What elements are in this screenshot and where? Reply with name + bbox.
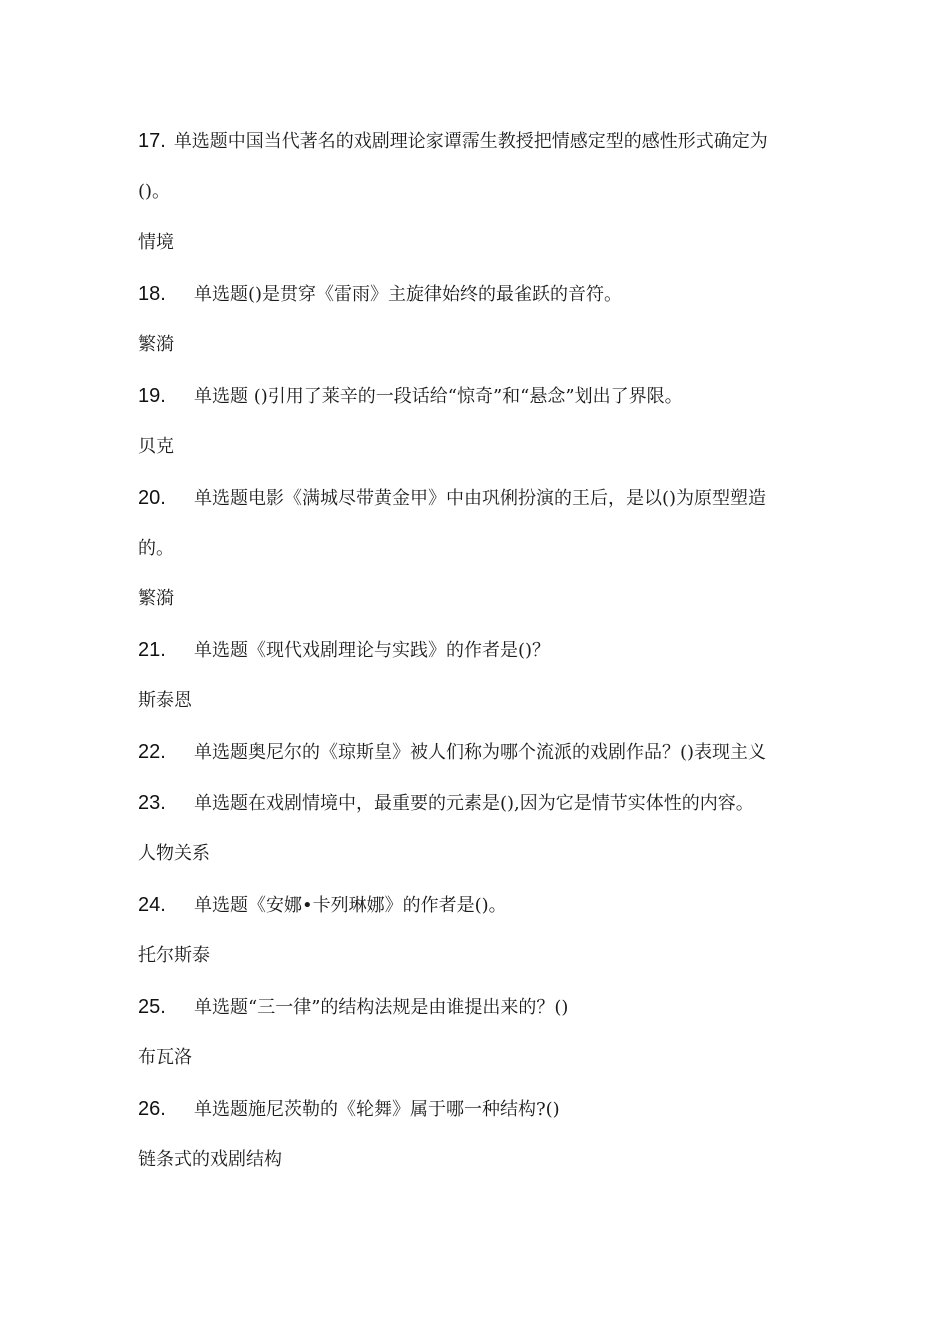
question-text-continuation: ()。: [138, 181, 171, 202]
question-19: [138, 380, 818, 412]
answer-text: 繁漪: [138, 588, 174, 609]
question-number: 26.: [138, 1098, 166, 1120]
answer-20: [138, 583, 818, 615]
question-text-continuation: 的。: [138, 538, 174, 559]
question-21: [138, 634, 818, 666]
question-number: 22.: [138, 741, 166, 763]
answer-text: 斯泰恩: [138, 690, 192, 711]
answer-26: [138, 1144, 818, 1176]
question-17-continuation: [138, 176, 818, 208]
answer-text: 情境: [138, 232, 174, 253]
question-number: 20.: [138, 487, 166, 509]
question-17: [138, 125, 818, 157]
answer-text: 托尔斯泰: [138, 945, 210, 966]
answer-text: 繁漪: [138, 334, 174, 355]
question-text: 单选题 ()引用了莱辛的一段话给“惊奇”和“悬念”划出了界限。: [194, 386, 683, 407]
question-text: 单选题《安娜•卡列琳娜》的作者是()。: [194, 895, 507, 916]
question-text: 单选题电影《满城尽带黄金甲》中由巩俐扮演的王后，是以()为原型塑造: [194, 488, 767, 509]
question-text: 单选题施尼茨勒的《轮舞》属于哪一种结构?(): [194, 1099, 560, 1120]
question-23: [138, 787, 818, 819]
answer-text: 布瓦洛: [138, 1047, 192, 1068]
answer-text: 链条式的戏剧结构: [138, 1149, 282, 1170]
question-number: 19.: [138, 385, 166, 407]
question-20-continuation: [138, 533, 818, 565]
question-18: [138, 278, 818, 310]
question-number: 25.: [138, 996, 166, 1018]
question-text: 单选题《现代戏剧理论与实践》的作者是()？: [194, 640, 551, 661]
answer-21: [138, 685, 818, 717]
answer-25: [138, 1042, 818, 1074]
answer-23: [138, 838, 818, 870]
question-number: 21.: [138, 639, 166, 661]
answer-text: 贝克: [138, 436, 174, 457]
question-text: 单选题“三一律”的结构法规是由谁提出来的？(): [194, 997, 569, 1018]
question-20: [138, 482, 818, 514]
answer-19: [138, 431, 818, 463]
question-25: [138, 991, 818, 1023]
answer-text: 人物关系: [138, 843, 210, 864]
question-number: 17.: [138, 130, 166, 152]
question-26: [138, 1093, 818, 1125]
question-24: [138, 889, 818, 921]
answer-18: [138, 329, 818, 361]
question-text: 单选题()是贯穿《雷雨》主旋律始终的最雀跃的音符。: [194, 284, 623, 305]
answer-24: [138, 940, 818, 972]
question-text: 单选题奥尼尔的《琼斯皇》被人们称为哪个流派的戏剧作品？()表现主义: [194, 742, 767, 763]
question-number: 24.: [138, 894, 166, 916]
answer-17: [138, 227, 818, 259]
question-22: [138, 736, 818, 768]
question-text: 单选题在戏剧情境中，最重要的元素是(),因为它是情节实体性的内容。: [194, 793, 754, 814]
question-number: 18.: [138, 283, 166, 305]
question-number: 23.: [138, 792, 166, 814]
question-text: 单选题中国当代著名的戏剧理论家谭霈生教授把情感定型的感性形式确定为: [173, 131, 768, 152]
